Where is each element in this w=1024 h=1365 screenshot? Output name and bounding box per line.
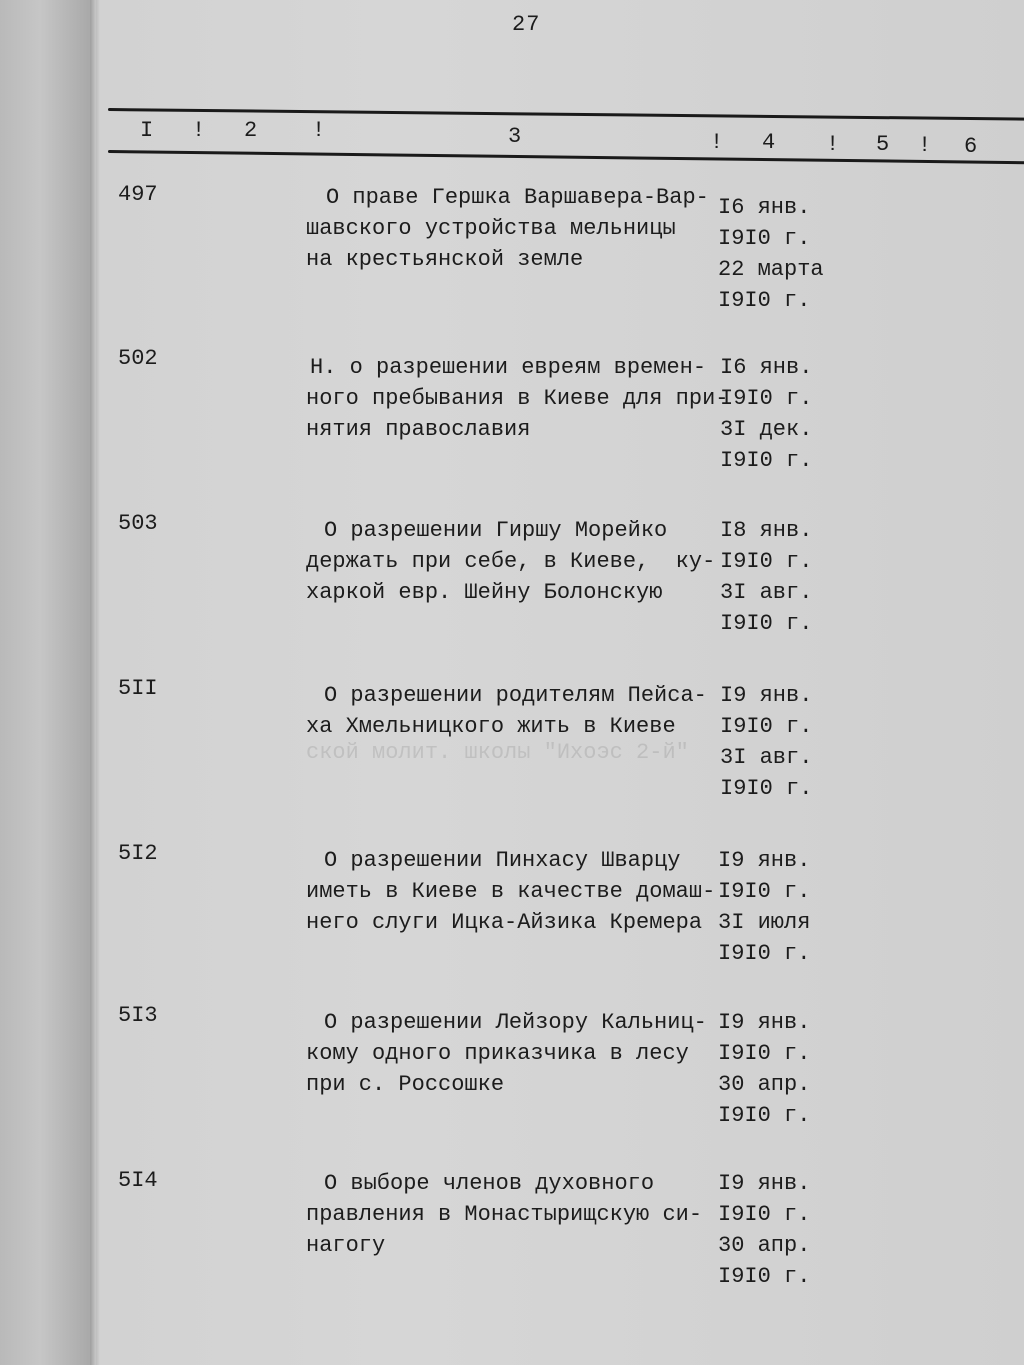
entry-title: [306, 182, 726, 275]
title-line: О разрешении Пинхасу Шварцу: [324, 848, 681, 873]
entry-number: 5II: [118, 676, 158, 701]
title-line: ного пребывания в Киеве для при-: [306, 386, 729, 411]
date-line: I9 янв.: [718, 1010, 811, 1035]
date-line: I9I0 г.: [718, 941, 811, 966]
title-line: О выборе членов духовного: [324, 1171, 655, 1196]
entry-dates: [718, 1007, 838, 1131]
bleed-through-text: ской молит. школы "Ихоэс 2-й": [306, 740, 689, 765]
title-line: нагогу: [306, 1233, 386, 1258]
title-line: держать при себе, в Киеве, ку-: [306, 549, 716, 574]
date-line: I9I0 г.: [718, 1103, 811, 1128]
entry-title: [306, 352, 729, 445]
date-line: I9I0 г.: [720, 448, 813, 473]
date-line: I9I0 г.: [718, 1264, 811, 1289]
date-line: I9 янв.: [718, 1171, 811, 1196]
col-separator: !: [918, 133, 932, 158]
col-separator: !: [192, 118, 206, 143]
date-line: I9 янв.: [720, 683, 813, 708]
date-line: 30 апр.: [718, 1072, 811, 1097]
col-header-2: 2: [244, 118, 258, 143]
col-header-5: 5: [876, 132, 890, 157]
title-line: О разрешении Лейзору Кальниц-: [324, 1010, 707, 1035]
title-line: ха Хмельницкого жить в Киеве: [306, 714, 676, 739]
entry-number: 502: [118, 346, 158, 371]
title-line: кому одного приказчика в лесу: [306, 1041, 689, 1066]
title-line: иметь в Киеве в качестве домаш-: [306, 879, 716, 904]
col-separator: !: [312, 118, 326, 143]
date-line: I9I0 г.: [718, 226, 811, 251]
date-line: I8 янв.: [720, 518, 813, 543]
date-line: I9I0 г.: [718, 288, 811, 313]
title-line: шавского устройства мельницы: [306, 216, 676, 241]
col-header-4: 4: [762, 130, 776, 155]
col-separator: !: [710, 130, 724, 155]
entry-number: 5I4: [118, 1168, 158, 1193]
col-header-1: I: [140, 118, 154, 143]
title-line: на крестьянской земле: [306, 247, 584, 272]
date-line: I9I0 г.: [720, 549, 813, 574]
entry-title: [306, 1007, 726, 1100]
title-line: О разрешении Гиршу Морейко: [324, 518, 668, 543]
col-header-6: 6: [964, 134, 978, 159]
entry-title: [306, 680, 726, 742]
entry-number: 5I2: [118, 841, 158, 866]
col-header-3: 3: [508, 124, 522, 149]
date-line: I6 янв.: [718, 195, 811, 220]
title-line: правления в Монастырищскую си-: [306, 1202, 703, 1227]
date-line: I9 янв.: [718, 848, 811, 873]
date-line: I9I0 г.: [718, 879, 811, 904]
entry-dates: [720, 680, 840, 804]
entry-title: [306, 515, 726, 608]
entry-dates: [720, 352, 840, 476]
page-number: 27: [512, 12, 541, 37]
title-line: Н. о разрешении евреям времен-: [310, 355, 707, 380]
entry-number: 5I3: [118, 1003, 158, 1028]
entry-number: 503: [118, 511, 158, 536]
date-line: I9I0 г.: [720, 776, 813, 801]
date-line: I9I0 г.: [718, 1041, 811, 1066]
title-line: нятия православия: [306, 417, 531, 442]
title-line: О праве Гершка Варшавера-Вар-: [326, 185, 709, 210]
date-line: I9I0 г.: [718, 1202, 811, 1227]
entry-title: [306, 1168, 726, 1261]
date-line: I6 янв.: [720, 355, 813, 380]
date-line: 30 апр.: [718, 1233, 811, 1258]
title-line: при с. Россошке: [306, 1072, 505, 1097]
date-line: I9I0 г.: [720, 714, 813, 739]
title-line: О разрешении родителям Пейса-: [324, 683, 707, 708]
date-line: 3I авг.: [720, 580, 813, 605]
date-line: 22 марта: [718, 257, 824, 282]
date-line: 3I дек.: [720, 417, 813, 442]
title-line: него слуги Ицка-Айзика Кремера: [306, 910, 703, 935]
entry-dates: [720, 515, 840, 639]
date-line: I9I0 г.: [720, 611, 813, 636]
entry-number: 497: [118, 182, 158, 207]
date-line: 3I авг.: [720, 745, 813, 770]
date-line: I9I0 г.: [720, 386, 813, 411]
title-line: харкой евр. Шейну Болонскую: [306, 580, 663, 605]
entry-title: [306, 845, 726, 938]
date-line: 3I июля: [718, 910, 811, 935]
entry-dates: [718, 845, 838, 969]
col-separator: !: [826, 132, 840, 157]
entry-dates: [718, 192, 838, 316]
entry-dates: [718, 1168, 838, 1292]
binding-edge: [90, 0, 96, 1365]
